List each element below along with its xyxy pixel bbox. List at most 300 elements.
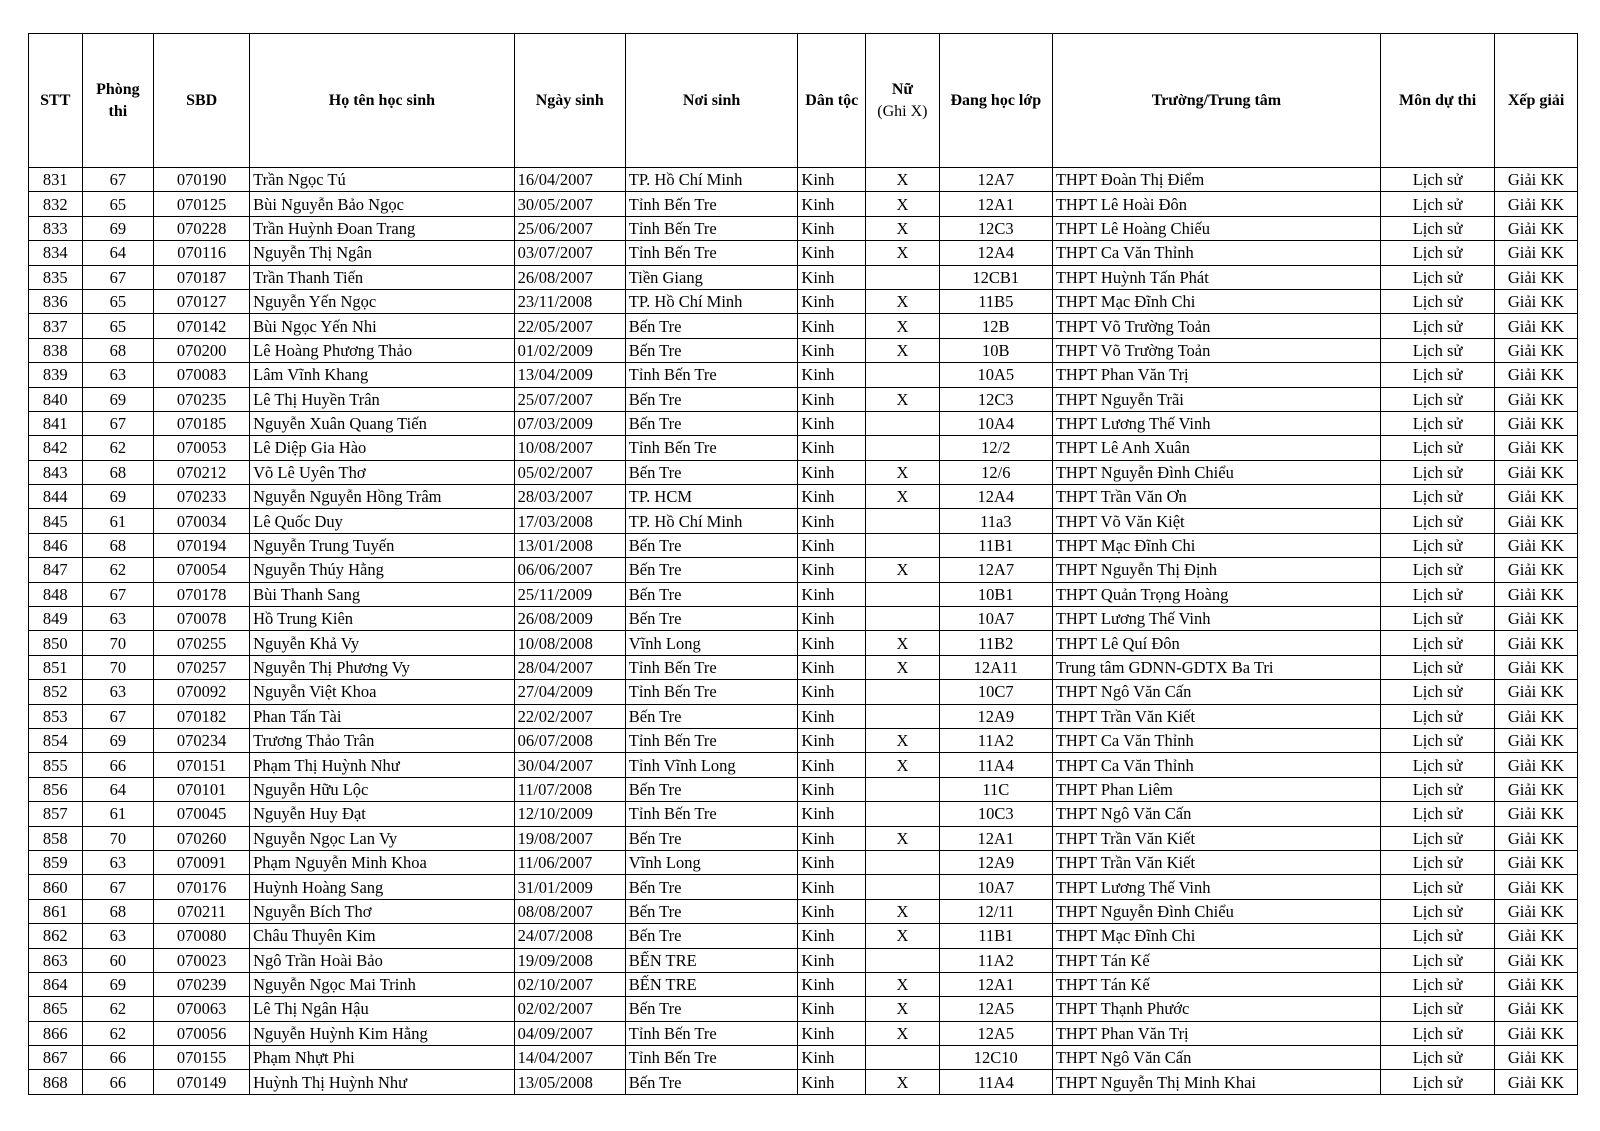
cell-stt: 852 xyxy=(29,680,83,704)
cell-dan-toc: Kinh xyxy=(798,753,866,777)
cell-sbd: 070078 xyxy=(154,607,250,631)
cell-noi-sinh: TP. HCM xyxy=(625,485,798,509)
table-row xyxy=(29,192,1578,216)
table-row xyxy=(29,168,1578,192)
cell-stt: 862 xyxy=(29,924,83,948)
cell-mon: Lịch sử xyxy=(1381,948,1495,972)
cell-mon: Lịch sử xyxy=(1381,533,1495,557)
cell-stt: 835 xyxy=(29,265,83,289)
cell-ngay-sinh: 06/07/2008 xyxy=(514,728,625,752)
cell-noi-sinh: Bến Tre xyxy=(625,387,798,411)
cell-stt: 860 xyxy=(29,875,83,899)
cell-phong-thi: 63 xyxy=(82,850,154,874)
cell-phong-thi: 61 xyxy=(82,802,154,826)
table-row xyxy=(29,216,1578,240)
cell-phong-thi: 70 xyxy=(82,655,154,679)
cell-truong: THPT Nguyễn Thị Định xyxy=(1052,558,1380,582)
cell-giai: Giải KK xyxy=(1495,289,1578,313)
cell-phong-thi: 69 xyxy=(82,387,154,411)
header-giai: Xếp giải xyxy=(1495,34,1578,168)
table-row xyxy=(29,485,1578,509)
cell-ngay-sinh: 03/07/2007 xyxy=(514,241,625,265)
cell-lop: 11A4 xyxy=(939,753,1052,777)
cell-noi-sinh: Bến Tre xyxy=(625,997,798,1021)
cell-mon: Lịch sử xyxy=(1381,704,1495,728)
cell-giai: Giải KK xyxy=(1495,192,1578,216)
cell-sbd: 070187 xyxy=(154,265,250,289)
cell-truong: THPT Nguyễn Trãi xyxy=(1052,387,1380,411)
cell-noi-sinh: Bến Tre xyxy=(625,875,798,899)
cell-giai: Giải KK xyxy=(1495,314,1578,338)
table-row xyxy=(29,387,1578,411)
header-phong-thi: Phòng thi xyxy=(82,34,154,168)
cell-phong-thi: 63 xyxy=(82,680,154,704)
cell-mon: Lịch sử xyxy=(1381,168,1495,192)
cell-ngay-sinh: 26/08/2009 xyxy=(514,607,625,631)
table-row xyxy=(29,509,1578,533)
cell-ho-ten: Phan Tấn Tài xyxy=(250,704,515,728)
cell-dan-toc: Kinh xyxy=(798,168,866,192)
cell-phong-thi: 65 xyxy=(82,192,154,216)
cell-ho-ten: Nguyễn Khả Vy xyxy=(250,631,515,655)
cell-phong-thi: 62 xyxy=(82,436,154,460)
cell-nu: X xyxy=(866,216,940,240)
table-row xyxy=(29,436,1578,460)
cell-dan-toc: Kinh xyxy=(798,972,866,996)
cell-noi-sinh: Tỉnh Bến Tre xyxy=(625,802,798,826)
header-row xyxy=(29,34,1578,168)
cell-truong: THPT Quản Trọng Hoàng xyxy=(1052,582,1380,606)
cell-ho-ten: Nguyễn Xuân Quang Tiến xyxy=(250,411,515,435)
cell-stt: 831 xyxy=(29,168,83,192)
table-row xyxy=(29,241,1578,265)
cell-dan-toc: Kinh xyxy=(798,924,866,948)
cell-truong: Trung tâm GDNN-GDTX Ba Tri xyxy=(1052,655,1380,679)
cell-truong: THPT Thạnh Phước xyxy=(1052,997,1380,1021)
cell-stt: 847 xyxy=(29,558,83,582)
header-ngay-sinh: Ngày sinh xyxy=(514,34,625,168)
cell-giai: Giải KK xyxy=(1495,265,1578,289)
cell-ho-ten: Châu Thuyên Kim xyxy=(250,924,515,948)
cell-dan-toc: Kinh xyxy=(798,1046,866,1070)
header-mon: Môn dự thi xyxy=(1381,34,1495,168)
cell-dan-toc: Kinh xyxy=(798,607,866,631)
cell-nu: X xyxy=(866,314,940,338)
cell-giai: Giải KK xyxy=(1495,411,1578,435)
cell-ho-ten: Lê Thị Ngân Hậu xyxy=(250,997,515,1021)
cell-nu xyxy=(866,680,940,704)
cell-sbd: 070056 xyxy=(154,1021,250,1045)
cell-noi-sinh: Tỉnh Bến Tre xyxy=(625,363,798,387)
cell-giai: Giải KK xyxy=(1495,363,1578,387)
cell-nu xyxy=(866,533,940,557)
cell-ngay-sinh: 25/11/2009 xyxy=(514,582,625,606)
cell-noi-sinh: Bến Tre xyxy=(625,460,798,484)
cell-mon: Lịch sử xyxy=(1381,338,1495,362)
header-truong: Trường/Trung tâm xyxy=(1052,34,1380,168)
results-table xyxy=(28,33,1578,1095)
cell-sbd: 070023 xyxy=(154,948,250,972)
cell-phong-thi: 69 xyxy=(82,728,154,752)
cell-ho-ten: Võ Lê Uyên Thơ xyxy=(250,460,515,484)
cell-giai: Giải KK xyxy=(1495,753,1578,777)
cell-truong: THPT Lương Thế Vinh xyxy=(1052,411,1380,435)
cell-ho-ten: Huỳnh Hoàng Sang xyxy=(250,875,515,899)
cell-sbd: 070127 xyxy=(154,289,250,313)
cell-ho-ten: Huỳnh Thị Huỳnh Như xyxy=(250,1070,515,1094)
cell-ngay-sinh: 02/10/2007 xyxy=(514,972,625,996)
cell-noi-sinh: Vĩnh Long xyxy=(625,631,798,655)
cell-dan-toc: Kinh xyxy=(798,558,866,582)
cell-truong: THPT Ngô Văn Cấn xyxy=(1052,1046,1380,1070)
cell-ho-ten: Lê Thị Huyền Trân xyxy=(250,387,515,411)
cell-ngay-sinh: 17/03/2008 xyxy=(514,509,625,533)
cell-ho-ten: Nguyễn Việt Khoa xyxy=(250,680,515,704)
cell-ho-ten: Nguyễn Thị Phương Vy xyxy=(250,655,515,679)
cell-noi-sinh: BẾN TRE xyxy=(625,972,798,996)
header-ho-ten: Họ tên học sinh xyxy=(250,34,515,168)
cell-nu: X xyxy=(866,826,940,850)
cell-ngay-sinh: 06/06/2007 xyxy=(514,558,625,582)
cell-lop: 12A4 xyxy=(939,241,1052,265)
table-row xyxy=(29,875,1578,899)
cell-ngay-sinh: 31/01/2009 xyxy=(514,875,625,899)
cell-dan-toc: Kinh xyxy=(798,338,866,362)
cell-sbd: 070091 xyxy=(154,850,250,874)
cell-stt: 851 xyxy=(29,655,83,679)
cell-sbd: 070125 xyxy=(154,192,250,216)
cell-giai: Giải KK xyxy=(1495,216,1578,240)
cell-stt: 861 xyxy=(29,899,83,923)
cell-mon: Lịch sử xyxy=(1381,1070,1495,1094)
cell-nu xyxy=(866,265,940,289)
cell-sbd: 070200 xyxy=(154,338,250,362)
cell-ho-ten: Nguyễn Thúy Hằng xyxy=(250,558,515,582)
cell-dan-toc: Kinh xyxy=(798,289,866,313)
cell-nu: X xyxy=(866,655,940,679)
cell-truong: THPT Lê Hoài Đôn xyxy=(1052,192,1380,216)
cell-ngay-sinh: 16/04/2007 xyxy=(514,168,625,192)
cell-dan-toc: Kinh xyxy=(798,485,866,509)
cell-noi-sinh: Tỉnh Bến Tre xyxy=(625,680,798,704)
cell-lop: 12A4 xyxy=(939,485,1052,509)
cell-noi-sinh: Bến Tre xyxy=(625,899,798,923)
cell-truong: THPT Lương Thế Vinh xyxy=(1052,875,1380,899)
cell-ho-ten: Lê Quốc Duy xyxy=(250,509,515,533)
cell-mon: Lịch sử xyxy=(1381,850,1495,874)
cell-phong-thi: 63 xyxy=(82,363,154,387)
cell-ngay-sinh: 22/02/2007 xyxy=(514,704,625,728)
cell-giai: Giải KK xyxy=(1495,680,1578,704)
cell-ho-ten: Trần Huỳnh Đoan Trang xyxy=(250,216,515,240)
cell-nu xyxy=(866,607,940,631)
cell-mon: Lịch sử xyxy=(1381,802,1495,826)
cell-giai: Giải KK xyxy=(1495,924,1578,948)
cell-phong-thi: 62 xyxy=(82,1021,154,1045)
cell-ngay-sinh: 30/04/2007 xyxy=(514,753,625,777)
table-row xyxy=(29,802,1578,826)
cell-sbd: 070149 xyxy=(154,1070,250,1094)
cell-ngay-sinh: 08/08/2007 xyxy=(514,899,625,923)
cell-dan-toc: Kinh xyxy=(798,1070,866,1094)
cell-noi-sinh: TP. Hồ Chí Minh xyxy=(625,289,798,313)
cell-ho-ten: Trương Thảo Trân xyxy=(250,728,515,752)
cell-sbd: 070182 xyxy=(154,704,250,728)
cell-dan-toc: Kinh xyxy=(798,216,866,240)
cell-lop: 12A7 xyxy=(939,558,1052,582)
cell-stt: 836 xyxy=(29,289,83,313)
cell-sbd: 070116 xyxy=(154,241,250,265)
cell-truong: THPT Võ Văn Kiệt xyxy=(1052,509,1380,533)
cell-mon: Lịch sử xyxy=(1381,192,1495,216)
cell-mon: Lịch sử xyxy=(1381,607,1495,631)
cell-ho-ten: Phạm Thị Huỳnh Như xyxy=(250,753,515,777)
cell-giai: Giải KK xyxy=(1495,850,1578,874)
cell-lop: 11A2 xyxy=(939,948,1052,972)
cell-sbd: 070101 xyxy=(154,777,250,801)
cell-nu xyxy=(866,875,940,899)
cell-phong-thi: 66 xyxy=(82,1070,154,1094)
cell-ngay-sinh: 13/04/2009 xyxy=(514,363,625,387)
cell-ngay-sinh: 30/05/2007 xyxy=(514,192,625,216)
cell-lop: 12A1 xyxy=(939,826,1052,850)
cell-sbd: 070212 xyxy=(154,460,250,484)
cell-truong: THPT Ca Văn Thỉnh xyxy=(1052,728,1380,752)
table-row xyxy=(29,826,1578,850)
table-row xyxy=(29,607,1578,631)
cell-truong: THPT Lê Quí Đôn xyxy=(1052,631,1380,655)
cell-mon: Lịch sử xyxy=(1381,997,1495,1021)
cell-stt: 834 xyxy=(29,241,83,265)
cell-nu: X xyxy=(866,1070,940,1094)
table-row xyxy=(29,704,1578,728)
table-row xyxy=(29,558,1578,582)
cell-giai: Giải KK xyxy=(1495,387,1578,411)
header-lop: Đang học lớp xyxy=(939,34,1052,168)
cell-nu: X xyxy=(866,631,940,655)
cell-mon: Lịch sử xyxy=(1381,216,1495,240)
cell-dan-toc: Kinh xyxy=(798,997,866,1021)
cell-dan-toc: Kinh xyxy=(798,826,866,850)
table-row xyxy=(29,582,1578,606)
cell-ngay-sinh: 25/06/2007 xyxy=(514,216,625,240)
table-row xyxy=(29,289,1578,313)
cell-noi-sinh: Tỉnh Bến Tre xyxy=(625,216,798,240)
cell-ngay-sinh: 07/03/2009 xyxy=(514,411,625,435)
cell-mon: Lịch sử xyxy=(1381,924,1495,948)
cell-dan-toc: Kinh xyxy=(798,655,866,679)
cell-nu xyxy=(866,582,940,606)
cell-phong-thi: 67 xyxy=(82,168,154,192)
cell-giai: Giải KK xyxy=(1495,777,1578,801)
cell-ho-ten: Nguyễn Hữu Lộc xyxy=(250,777,515,801)
cell-lop: 12A9 xyxy=(939,704,1052,728)
cell-stt: 856 xyxy=(29,777,83,801)
table-row xyxy=(29,777,1578,801)
cell-phong-thi: 66 xyxy=(82,1046,154,1070)
cell-lop: 12C3 xyxy=(939,387,1052,411)
cell-nu xyxy=(866,704,940,728)
cell-sbd: 070034 xyxy=(154,509,250,533)
cell-giai: Giải KK xyxy=(1495,582,1578,606)
cell-mon: Lịch sử xyxy=(1381,753,1495,777)
table-row xyxy=(29,631,1578,655)
cell-sbd: 070142 xyxy=(154,314,250,338)
cell-phong-thi: 67 xyxy=(82,411,154,435)
cell-lop: 12A1 xyxy=(939,972,1052,996)
cell-truong: THPT Ca Văn Thỉnh xyxy=(1052,241,1380,265)
cell-truong: THPT Mạc Đĩnh Chi xyxy=(1052,289,1380,313)
cell-dan-toc: Kinh xyxy=(798,582,866,606)
cell-mon: Lịch sử xyxy=(1381,558,1495,582)
table-row xyxy=(29,680,1578,704)
cell-ho-ten: Lê Diệp Gia Hào xyxy=(250,436,515,460)
cell-mon: Lịch sử xyxy=(1381,363,1495,387)
cell-noi-sinh: Bến Tre xyxy=(625,1070,798,1094)
cell-giai: Giải KK xyxy=(1495,972,1578,996)
cell-truong: THPT Huỳnh Tấn Phát xyxy=(1052,265,1380,289)
cell-lop: 11B2 xyxy=(939,631,1052,655)
cell-lop: 10B xyxy=(939,338,1052,362)
cell-truong: THPT Lương Thế Vinh xyxy=(1052,607,1380,631)
cell-mon: Lịch sử xyxy=(1381,241,1495,265)
cell-dan-toc: Kinh xyxy=(798,777,866,801)
cell-ngay-sinh: 11/06/2007 xyxy=(514,850,625,874)
table-row xyxy=(29,850,1578,874)
cell-nu: X xyxy=(866,485,940,509)
cell-giai: Giải KK xyxy=(1495,631,1578,655)
cell-nu: X xyxy=(866,289,940,313)
cell-ho-ten: Nguyễn Trung Tuyến xyxy=(250,533,515,557)
header-noi-sinh: Nơi sinh xyxy=(625,34,798,168)
cell-giai: Giải KK xyxy=(1495,728,1578,752)
cell-noi-sinh: Tỉnh Bến Tre xyxy=(625,436,798,460)
cell-truong: THPT Lê Anh Xuân xyxy=(1052,436,1380,460)
cell-stt: 850 xyxy=(29,631,83,655)
cell-ho-ten: Bùi Nguyễn Bảo Ngọc xyxy=(250,192,515,216)
cell-ho-ten: Phạm Nguyễn Minh Khoa xyxy=(250,850,515,874)
cell-giai: Giải KK xyxy=(1495,997,1578,1021)
cell-noi-sinh: Tỉnh Bến Tre xyxy=(625,728,798,752)
cell-sbd: 070092 xyxy=(154,680,250,704)
cell-nu: X xyxy=(866,1021,940,1045)
cell-noi-sinh: Tỉnh Bến Tre xyxy=(625,1021,798,1045)
cell-stt: 858 xyxy=(29,826,83,850)
cell-phong-thi: 68 xyxy=(82,533,154,557)
header-nu xyxy=(866,34,940,168)
cell-mon: Lịch sử xyxy=(1381,972,1495,996)
cell-dan-toc: Kinh xyxy=(798,1021,866,1045)
cell-nu xyxy=(866,850,940,874)
cell-dan-toc: Kinh xyxy=(798,411,866,435)
cell-giai: Giải KK xyxy=(1495,655,1578,679)
cell-giai: Giải KK xyxy=(1495,338,1578,362)
cell-lop: 12A11 xyxy=(939,655,1052,679)
cell-lop: 12CB1 xyxy=(939,265,1052,289)
cell-lop: 12/11 xyxy=(939,899,1052,923)
cell-giai: Giải KK xyxy=(1495,802,1578,826)
cell-stt: 842 xyxy=(29,436,83,460)
cell-dan-toc: Kinh xyxy=(798,948,866,972)
cell-noi-sinh: Bến Tre xyxy=(625,826,798,850)
table-header xyxy=(29,34,1578,168)
cell-mon: Lịch sử xyxy=(1381,460,1495,484)
table-row xyxy=(29,972,1578,996)
cell-giai: Giải KK xyxy=(1495,241,1578,265)
cell-dan-toc: Kinh xyxy=(798,460,866,484)
cell-phong-thi: 64 xyxy=(82,241,154,265)
cell-giai: Giải KK xyxy=(1495,875,1578,899)
cell-nu xyxy=(866,802,940,826)
cell-truong: THPT Nguyễn Đình Chiểu xyxy=(1052,460,1380,484)
cell-nu xyxy=(866,1046,940,1070)
cell-mon: Lịch sử xyxy=(1381,728,1495,752)
cell-phong-thi: 66 xyxy=(82,753,154,777)
cell-ngay-sinh: 22/05/2007 xyxy=(514,314,625,338)
cell-stt: 868 xyxy=(29,1070,83,1094)
cell-phong-thi: 65 xyxy=(82,289,154,313)
cell-truong: THPT Ngô Văn Cấn xyxy=(1052,680,1380,704)
cell-giai: Giải KK xyxy=(1495,1046,1578,1070)
cell-sbd: 070063 xyxy=(154,997,250,1021)
cell-ngay-sinh: 28/04/2007 xyxy=(514,655,625,679)
cell-stt: 843 xyxy=(29,460,83,484)
cell-lop: 12A9 xyxy=(939,850,1052,874)
cell-dan-toc: Kinh xyxy=(798,728,866,752)
table-row xyxy=(29,997,1578,1021)
header-dan-toc: Dân tộc xyxy=(798,34,866,168)
cell-nu: X xyxy=(866,168,940,192)
cell-ngay-sinh: 04/09/2007 xyxy=(514,1021,625,1045)
cell-truong: THPT Nguyễn Đình Chiểu xyxy=(1052,899,1380,923)
cell-lop: 12/2 xyxy=(939,436,1052,460)
cell-dan-toc: Kinh xyxy=(798,363,866,387)
cell-lop: 10C3 xyxy=(939,802,1052,826)
cell-dan-toc: Kinh xyxy=(798,680,866,704)
cell-truong: THPT Trần Văn Ơn xyxy=(1052,485,1380,509)
cell-sbd: 070151 xyxy=(154,753,250,777)
cell-ngay-sinh: 12/10/2009 xyxy=(514,802,625,826)
cell-noi-sinh: Tỉnh Bến Tre xyxy=(625,192,798,216)
cell-truong: THPT Ngô Văn Cấn xyxy=(1052,802,1380,826)
cell-phong-thi: 62 xyxy=(82,997,154,1021)
cell-noi-sinh: Bến Tre xyxy=(625,704,798,728)
cell-nu: X xyxy=(866,972,940,996)
cell-noi-sinh: Tiền Giang xyxy=(625,265,798,289)
cell-nu xyxy=(866,509,940,533)
cell-noi-sinh: Bến Tre xyxy=(625,558,798,582)
cell-ngay-sinh: 02/02/2007 xyxy=(514,997,625,1021)
cell-ho-ten: Nguyễn Huy Đạt xyxy=(250,802,515,826)
cell-stt: 865 xyxy=(29,997,83,1021)
cell-mon: Lịch sử xyxy=(1381,289,1495,313)
cell-phong-thi: 60 xyxy=(82,948,154,972)
cell-sbd: 070155 xyxy=(154,1046,250,1070)
cell-noi-sinh: Bến Tre xyxy=(625,314,798,338)
cell-mon: Lịch sử xyxy=(1381,485,1495,509)
header-nu-label: Nữ xyxy=(891,80,913,98)
cell-ngay-sinh: 19/09/2008 xyxy=(514,948,625,972)
cell-truong: THPT Phan Văn Trị xyxy=(1052,1021,1380,1045)
cell-dan-toc: Kinh xyxy=(798,387,866,411)
cell-noi-sinh: Bến Tre xyxy=(625,777,798,801)
cell-noi-sinh: Vĩnh Long xyxy=(625,850,798,874)
table-row xyxy=(29,338,1578,362)
cell-truong: THPT Trần Văn Kiết xyxy=(1052,704,1380,728)
cell-sbd: 070260 xyxy=(154,826,250,850)
cell-sbd: 070233 xyxy=(154,485,250,509)
cell-stt: 846 xyxy=(29,533,83,557)
